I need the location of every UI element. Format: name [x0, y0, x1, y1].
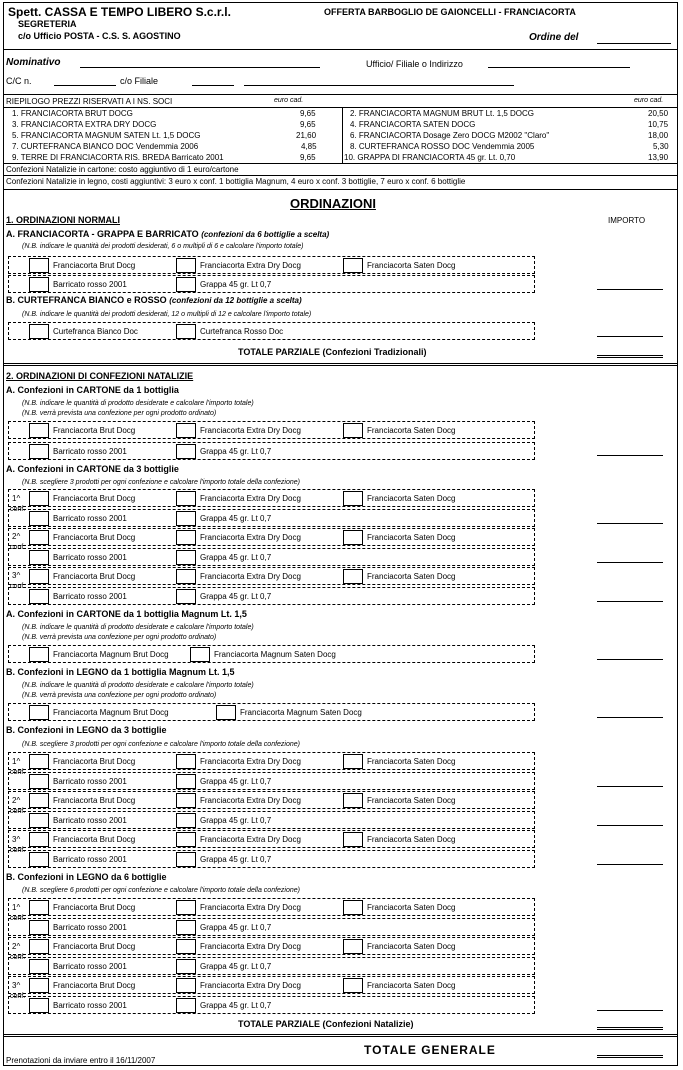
product-row: Barricato rosso 2001 Grappa 45 gr. Lt 0,7: [8, 509, 535, 527]
qty-input[interactable]: [176, 813, 196, 828]
section1b-note: (N.B. indicare le quantità dei prodotti desiderati, 12 o multipli di 12 e calcolare l'importo totale): [22, 311, 312, 318]
qty-input[interactable]: [29, 959, 49, 974]
subtotal2-label: TOTALE PARZIALE (Confezioni Natalizie): [238, 1019, 414, 1029]
qty-input[interactable]: [176, 423, 196, 438]
grand-total-field[interactable]: [597, 1055, 663, 1058]
amount-field[interactable]: [597, 336, 663, 337]
amount-field[interactable]: [597, 523, 663, 524]
ufficio-label: Ufficio/ Filiale o Indirizzo: [366, 59, 463, 69]
product-row: Franciacorta Brut Docg Franciacorta Extra Dry Docg Franciacorta Saten Docg: [8, 976, 535, 994]
grand-total-label: TOTALE GENERALE: [364, 1043, 496, 1057]
amount-field[interactable]: [597, 864, 663, 865]
qty-input[interactable]: [176, 959, 196, 974]
qty-input[interactable]: [29, 793, 49, 808]
qty-barricato-input[interactable]: [29, 277, 49, 292]
section1a-title: A. FRANCIACORTA - GRAPPA E BARRICATO (confezioni da 6 bottiglie a scelta): [6, 229, 330, 239]
ordinazioni-title: ORDINAZIONI: [290, 196, 376, 211]
filiale-label: c/o Filiale: [120, 76, 159, 86]
qty-input[interactable]: [176, 754, 196, 769]
order-date-field[interactable]: [597, 43, 671, 44]
wood6-title: B. Confezioni in LEGNO da 6 bottiglie: [6, 872, 167, 882]
divider: [4, 49, 677, 50]
carton3-title: A. Confezioni in CARTONE da 3 bottiglie: [6, 464, 179, 474]
product-row: Franciacorta Brut Docg Franciacorta Extra Dry Docg Franciacorta Saten Docg: [8, 752, 535, 770]
qty-input[interactable]: [29, 530, 49, 545]
filiale-name-field[interactable]: [244, 85, 514, 86]
product-row: Barricato rosso 2001 Grappa 45 gr. Lt 0,7: [8, 850, 535, 868]
divider: [4, 189, 677, 190]
qty-input[interactable]: [343, 569, 363, 584]
product-row: Barricato rosso 2001 Grappa 45 gr. Lt 0,7: [8, 587, 535, 605]
divider: [4, 1034, 677, 1037]
product-row: Franciacorta Magnum Brut Docg Franciacorta Magnum Saten Docg: [8, 645, 535, 663]
order-date-label: Ordine del: [529, 32, 579, 43]
qty-input[interactable]: [176, 444, 196, 459]
qty-input[interactable]: [29, 754, 49, 769]
section1-title: 1. ORDINAZIONI NORMALI: [6, 215, 120, 225]
unit-label: euro cad.: [634, 97, 664, 104]
product-row: Barricato rosso 2001 Grappa 45 gr. Lt 0,7: [8, 996, 535, 1014]
order-form: Spett. CASSA E TEMPO LIBERO S.c.r.l. SEGRETERIA c/o Ufficio POSTA - C.S. S. AGOSTINO OFFERTA BARBOGLIO DE GAIONCELLI - FRANCIACORTA Ordine del Nominativo Ufficio/ Filiale o Indirizzo C/C n. c/o Filiale RIEPILOGO PREZZI RISERVATI A I NS. SOCI euro cad. euro cad. 1. FRANCIACORTA BRUT DOCG 9,65 2. FRANCIACORTA MAGNUM BRUT Lt. 1,5 DOCG 20,50 3. FRANCIACORTA EXTRA DRY DOCG 9,65 4. FRANCIACORTA SATEN DOCG 10,75 5. FRANCIACORTA MAGNUM SATEN Lt. 1,5 DOCG 21,60 6. FRANCIACORTA Dosage Zero DOCG M2002 "Claro" 18,00 7. CURTEFRANCA BIANCO DOC Vendemmia 2006 4,85 8. CURTEFRANCA ROSSO DOC Vendemmia 2005 5,30 9. TERRE DI FRANCIACORTA RIS. BREDA Barricato 2001 9,65 10. GRAPPA DI FRANCIACORTA 45 gr. Lt. 0,70 13,90 Confezioni Natalizie in cartone: costo aggiuntivo di 1 euro/cartone Confezioni Natalizie in legno, costi aggiuntivi: 3 euro x conf. 1 bottiglia Magnum, 4 euro x conf. 3 bottiglie, 7 euro x conf. 6 bottiglie ORDINAZIONI IMPORTO 1. ORDINAZIONI NORMALI A. FRANCIACORTA - GRAPPA E BARRICATO (confezioni da 6 bottiglie a scelta) (N.B. indicare le quantità dei prodotti desiderati, 6 o multipli di 6 e calcolare l'importo totale) Franciacorta Brut Docg Franciacorta Extra Dry Docg Franciacorta Saten Docg Barricato rosso 2001 Grappa 45 gr. Lt 0,7 B. CURTEFRANCA BIANCO e ROSSO (confezioni da 12 bottiglie a scelta) (N.B. indicare le quantità dei prodotti desiderati, 12 o multipli di 12 e calcolare l'importo totale) Curtefranca Bianco Doc Curtefranca Rosso Doc TOTALE PARZIALE (Confezioni Tradizionali) 2. ORDINAZIONI DI CONFEZIONI NATALIZIE A. Confezioni in CARTONE da 1 bottiglia (N.B. indicare le quantità di prodotto desiderate e calcolare l'importo totale) (N.B. verrà prevista una confezione per ogni prodotto ordinato) Franciacorta Brut Docg Franciacorta Extra Dry Docg Franciacorta Saten Docg Barricato rosso 2001 Grappa 45 gr. Lt 0,7 A. Confezioni in CARTONE da 3 bottiglie (N.B. scegliere 3 prodotti per ogni confezione e calcolare l'importo totale della confezione) 1^ conf. Franciacorta Brut Docg Franciacorta Extra Dry Docg Franciacorta Saten Docg Barricato rosso 2001 Grappa 45 gr. Lt 0,7 2^ conf. Franciacorta Brut Docg Franciacorta Extra Dry Docg Franciacorta Saten Docg Barricato rosso 2001 Grappa 45 gr. Lt 0,7 3^ conf. Franciacorta Brut Docg Franciacorta Extra Dry Docg Franciacorta Saten Docg Barricato rosso 2001 Grappa 45 gr. Lt 0,7 A. Confezioni in CARTONE da 1 bottiglia Magnum Lt. 1,5 (N.B. indicare le quantità di prodotto desiderate e calcolare l'importo totale) (N.B. verrà prevista una confezione per ogni prodotto ordinato) Franciacorta Magnum Brut Docg Franciacorta Magnum Saten Docg B. Confezioni in LEGNO da 1 bottiglia Magnum Lt. 1,5 (N.B. indicare le quantità di prodotto desiderate e calcolare l'importo totale) (N.B. verrà prevista una confezione per ogni prodotto ordinato) Franciacorta Magnum Brut Docg Franciacorta Magnum Saten Docg B. Confezioni in LEGNO da 3 bottiglie (N.B. scegliere 3 prodotti per ogni confezione e calcolare l'importo totale della confezione) 1^ conf. Franciacorta Brut Docg Franciacorta Extra Dry Docg Franciacorta Saten Docg Barricato rosso 2001 Grappa 45 gr. Lt 0,7 2^ conf. Franciacorta Brut Docg Franciacorta Extra Dry Docg Franciacorta Saten Docg Barricato rosso 2001 Grappa 45 gr. Lt 0,7 3^ conf. Franciacorta Brut Docg Franciacorta Extra Dry Docg Franciacorta Saten Docg Barricato rosso 2001 Grappa 45 gr. Lt 0,7 B. Confezioni in LEGNO da 6 bottiglie (N.B. scegliere 6 prodotti per ogni confezione e calcolare l'importo totale della confezione) 1^ conf. Franciacorta Brut Docg Franciacorta Extra Dry Docg Franciacorta Saten Docg Barricato rosso 2001 Grappa 45 gr. Lt 0,7 2^ conf. Franciacorta Brut Docg Franciacorta Extra Dry Docg Franciacorta Saten Docg Barricato rosso 2001 Grappa 45 gr. Lt 0,7 3^ conf. Franciacorta Brut Docg Franciacorta Extra Dry Docg Franciacorta Saten Docg Barricato rosso 2001 Grappa 45 gr. Lt 0,7 TOTALE PARZIALE (Confezioni Natalizie) TOTALE GENERALE Prenotazioni da inviare entro il 16/11/2007: [3, 2, 678, 1066]
product-row: Barricato rosso 2001 Grappa 45 gr. Lt 0,7: [8, 957, 535, 975]
qty-input[interactable]: [176, 530, 196, 545]
amount-field[interactable]: [597, 717, 663, 718]
qty-input[interactable]: [29, 978, 49, 993]
product-row: Barricato rosso 2001 Grappa 45 gr. Lt 0,7: [8, 442, 535, 460]
qty-input[interactable]: [29, 998, 49, 1013]
qty-input[interactable]: [216, 705, 236, 720]
carton-magnum-title: A. Confezioni in CARTONE da 1 bottiglia Magnum Lt. 1,5: [6, 609, 247, 619]
addressee-title: Spett. CASSA E TEMPO LIBERO S.c.r.l.: [8, 5, 231, 19]
subtotal2-field[interactable]: [597, 1027, 663, 1030]
qty-input[interactable]: [176, 900, 196, 915]
qty-input[interactable]: [343, 900, 363, 915]
qty-input[interactable]: [29, 423, 49, 438]
cc-field[interactable]: [54, 85, 116, 86]
addressee-line2: SEGRETERIA: [18, 19, 77, 29]
qty-input[interactable]: [176, 793, 196, 808]
product-row: Franciacorta Brut Docg Franciacorta Extra Dry Docg Franciacorta Saten Docg: [8, 567, 535, 585]
product-row: Franciacorta Brut Docg Franciacorta Extra Dry Docg Franciacorta Saten Docg: [8, 937, 535, 955]
product-row: Curtefranca Bianco Doc Curtefranca Rosso Doc: [8, 322, 535, 340]
price-note: Confezioni Natalizie in legno, costi aggiuntivi: 3 euro x conf. 1 bottiglia Magnum, 4 euro x conf. 3 bottiglie, 7 euro x conf. 6 bottiglie: [6, 177, 466, 186]
product-row: Franciacorta Brut Docg Franciacorta Extra Dry Docg Franciacorta Saten Docg: [8, 528, 535, 546]
qty-input[interactable]: [29, 550, 49, 565]
qty-input[interactable]: [176, 550, 196, 565]
amount-field[interactable]: [597, 289, 663, 290]
amount-field[interactable]: [597, 659, 663, 660]
qty-input[interactable]: [176, 978, 196, 993]
qty-bianco-input[interactable]: [29, 324, 49, 339]
wood-magnum-title: B. Confezioni in LEGNO da 1 bottiglia Magnum Lt. 1,5: [6, 667, 235, 677]
qty-input[interactable]: [29, 852, 49, 867]
qty-extra-input[interactable]: [176, 258, 196, 273]
amount-field[interactable]: [597, 786, 663, 787]
nominativo-label: Nominativo: [6, 57, 61, 68]
subtotal1-label: TOTALE PARZIALE (Confezioni Tradizionali): [238, 347, 427, 357]
qty-input[interactable]: [176, 998, 196, 1013]
nominativo-field[interactable]: [80, 67, 320, 68]
section2-title: 2. ORDINAZIONI DI CONFEZIONI NATALIZIE: [6, 371, 194, 381]
qty-input[interactable]: [29, 647, 49, 662]
section1a-note: (N.B. indicare le quantità dei prodotti desiderati, 6 o multipli di 6 e calcolare l'importo totale): [22, 243, 304, 250]
price-row: 1. FRANCIACORTA BRUT DOCG 9,65 2. FRANCIACORTA MAGNUM BRUT Lt. 1,5 DOCG 20,50: [12, 109, 669, 118]
qty-input[interactable]: [343, 793, 363, 808]
qty-input[interactable]: [29, 705, 49, 720]
qty-input[interactable]: [176, 832, 196, 847]
product-row: Franciacorta Brut Docg Franciacorta Extra Dry Docg Franciacorta Saten Docg: [8, 421, 535, 439]
importo-label: IMPORTO: [608, 216, 646, 225]
addressee-line3: c/o Ufficio POSTA - C.S. S. AGOSTINO: [18, 31, 181, 41]
qty-brut-input[interactable]: [29, 258, 49, 273]
unit-label: euro cad.: [274, 97, 304, 104]
product-row: Franciacorta Brut Docg Franciacorta Extra Dry Docg Franciacorta Saten Docg: [8, 898, 535, 916]
price-row: 3. FRANCIACORTA EXTRA DRY DOCG 9,65 4. FRANCIACORTA SATEN DOCG 10,75: [12, 120, 669, 129]
qty-input[interactable]: [343, 978, 363, 993]
qty-input[interactable]: [343, 832, 363, 847]
price-table-header: [4, 97, 677, 106]
qty-grappa-input[interactable]: [176, 277, 196, 292]
wood3-title: B. Confezioni in LEGNO da 3 bottiglie: [6, 725, 167, 735]
product-row: Barricato rosso 2001 Grappa 45 gr. Lt 0,7: [8, 772, 535, 790]
column-divider: [342, 107, 343, 164]
product-row: Franciacorta Brut Docg Franciacorta Extra Dry Docg Franciacorta Saten Docg: [8, 830, 535, 848]
divider: [4, 363, 677, 366]
subtotal1-field[interactable]: [597, 355, 663, 358]
qty-saten-input[interactable]: [343, 258, 363, 273]
filiale-code-field[interactable]: [192, 85, 234, 86]
qty-input[interactable]: [343, 530, 363, 545]
qty-input[interactable]: [29, 939, 49, 954]
qty-input[interactable]: [29, 832, 49, 847]
price-row: 5. FRANCIACORTA MAGNUM SATEN Lt. 1,5 DOCG 21,60 6. FRANCIACORTA Dosage Zero DOCG M2002 "Claro" 18,00: [12, 131, 669, 140]
qty-input[interactable]: [343, 754, 363, 769]
offer-title: OFFERTA BARBOGLIO DE GAIONCELLI - FRANCIACORTA: [324, 7, 576, 17]
amount-field[interactable]: [597, 601, 663, 602]
qty-input[interactable]: [29, 444, 49, 459]
product-row: Franciacorta Brut Docg Franciacorta Extra Dry Docg Franciacorta Saten Docg: [8, 489, 535, 507]
qty-input[interactable]: [29, 920, 49, 935]
price-table-title: RIEPILOGO PREZZI RISERVATI A I NS. SOCI: [6, 97, 173, 106]
qty-input[interactable]: [176, 491, 196, 506]
qty-input[interactable]: [29, 813, 49, 828]
qty-input[interactable]: [343, 423, 363, 438]
amount-field[interactable]: [597, 825, 663, 826]
divider: [4, 94, 677, 95]
qty-input[interactable]: [29, 900, 49, 915]
price-row: 9. TERRE DI FRANCIACORTA RIS. BREDA Barricato 2001 9,65 10. GRAPPA DI FRANCIACORTA 45 gr. Lt. 0,70 13,90: [12, 153, 669, 162]
qty-input[interactable]: [343, 491, 363, 506]
qty-input[interactable]: [176, 511, 196, 526]
qty-input[interactable]: [176, 569, 196, 584]
product-row: Barricato rosso 2001 Grappa 45 gr. Lt 0,7: [8, 811, 535, 829]
qty-input[interactable]: [176, 920, 196, 935]
product-row: Franciacorta Brut Docg Franciacorta Extra Dry Docg Franciacorta Saten Docg: [8, 791, 535, 809]
qty-rosso-input[interactable]: [176, 324, 196, 339]
qty-input[interactable]: [176, 939, 196, 954]
price-row: 7. CURTEFRANCA BIANCO DOC Vendemmia 2006 4,85 8. CURTEFRANCA ROSSO DOC Vendemmia 2005 5,30: [12, 142, 669, 151]
product-row: Barricato rosso 2001 Grappa 45 gr. Lt 0,7: [8, 918, 535, 936]
qty-input[interactable]: [190, 647, 210, 662]
product-row: Franciacorta Brut Docg Franciacorta Extra Dry Docg Franciacorta Saten Docg: [8, 256, 535, 274]
qty-input[interactable]: [29, 491, 49, 506]
product-row: Barricato rosso 2001 Grappa 45 gr. Lt 0,7: [8, 275, 535, 293]
product-row: Franciacorta Magnum Brut Docg Franciacorta Magnum Saten Docg: [8, 703, 535, 721]
cc-label: C/C n.: [6, 76, 32, 86]
qty-input[interactable]: [29, 511, 49, 526]
footer-note: Prenotazioni da inviare entro il 16/11/2007: [6, 1056, 156, 1065]
qty-input[interactable]: [29, 569, 49, 584]
section1b-title: B. CURTEFRANCA BIANCO e ROSSO (confezioni da 12 bottiglie a scelta): [6, 295, 302, 305]
qty-input[interactable]: [29, 589, 49, 604]
carton1-title: A. Confezioni in CARTONE da 1 bottiglia: [6, 385, 179, 395]
ufficio-field[interactable]: [488, 67, 630, 68]
amount-field[interactable]: [597, 455, 663, 456]
amount-field[interactable]: [597, 1010, 663, 1011]
qty-input[interactable]: [29, 774, 49, 789]
price-note: Confezioni Natalizie in cartone: costo aggiuntivo di 1 euro/cartone: [6, 165, 239, 174]
qty-input[interactable]: [176, 852, 196, 867]
product-row: Barricato rosso 2001 Grappa 45 gr. Lt 0,7: [8, 548, 535, 566]
amount-field[interactable]: [597, 562, 663, 563]
qty-input[interactable]: [176, 774, 196, 789]
qty-input[interactable]: [176, 589, 196, 604]
qty-input[interactable]: [343, 939, 363, 954]
